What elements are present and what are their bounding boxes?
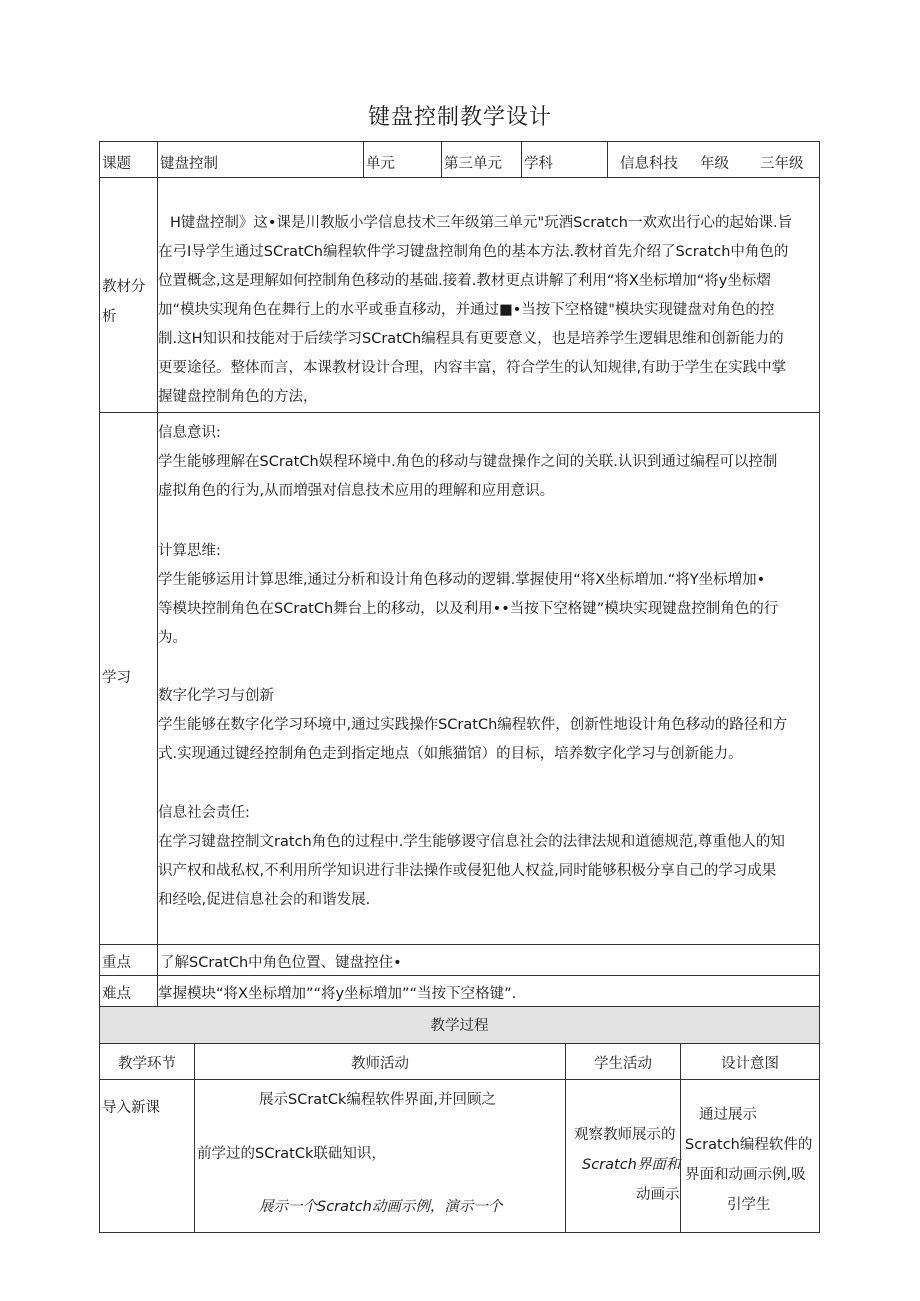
xuexi-section-info <box>158 419 815 506</box>
xuexi-section-compute <box>158 537 815 653</box>
stage-cell <box>99 1080 194 1233</box>
zhongdian-label: 重点 <box>102 955 131 971</box>
zhongdian-label-cell <box>99 945 157 976</box>
jiaocai-label-cell <box>99 178 157 413</box>
student-line: 观察教师展示的 <box>574 1127 676 1143</box>
header-student: 学生活动 <box>594 1056 652 1072</box>
xuexi-row <box>99 412 820 945</box>
intent-line: Scratch编程软件的 <box>685 1137 813 1153</box>
section-line: 识产权和战私权,不利用所学知识进行非法操作或侵犯他人权益,同时能够积极分享自己的学习成果 <box>158 863 777 879</box>
nandian-value: 掌握模块“将X坐标増加”“将y坐标増加”“当按下空格键”. <box>158 986 517 1002</box>
header-intent: 设计意图 <box>721 1056 779 1072</box>
header-row <box>99 141 820 178</box>
intent-cell <box>680 1080 820 1233</box>
document-title: 键盘控制教学设计 <box>367 105 552 130</box>
teacher-line: 展示SCratCk编程软件界面,并回顾之 <box>259 1092 496 1108</box>
jiaocai-label-2: 析 <box>102 309 117 325</box>
section-line: 等模块控制角色在SCratCh舞台上的移动，以及利用••当按下空格键”模块实现键盘控制角色的行 <box>158 601 779 617</box>
process-title-row <box>99 1006 820 1044</box>
keti-label: 课题 <box>102 156 131 172</box>
xueke-value-cell <box>607 142 820 178</box>
xuexi-label-cell <box>99 413 157 945</box>
xueke-label-cell <box>521 142 607 178</box>
section-line: 式.实现通过键经控制角色走到指定地点（如熊猫馆）的目标，培养数字化学习与创新能力。 <box>158 746 743 762</box>
process-row <box>99 1079 820 1233</box>
danyuan-value-cell <box>441 142 521 178</box>
section-heading: 信息意识: <box>158 425 221 441</box>
danyuan-value: 第三单元 <box>444 156 502 172</box>
table-bottom-border <box>99 1232 820 1233</box>
process-header-stage <box>99 1044 194 1080</box>
danyuan-label: 单元 <box>366 156 395 172</box>
xuexi-section-digital <box>158 682 815 769</box>
process-header-student <box>565 1044 680 1080</box>
xueke-label: 学科 <box>524 156 553 172</box>
xuexi-label: 学习 <box>102 670 131 686</box>
keti-value-cell <box>157 142 363 178</box>
jiaocai-line: 更要途径。整体而言，本课教材设计合理，内容丰富，符合学生的认知规律,有助于学生在实践中掌 <box>158 360 787 376</box>
section-heading: 数字化学习与创新 <box>158 688 274 704</box>
jiaocai-row <box>99 177 820 413</box>
process-header-intent <box>680 1044 820 1080</box>
jiaocai-paragraph <box>170 209 815 238</box>
jiaocai-content-cell <box>157 178 820 413</box>
process-header-row <box>99 1043 820 1080</box>
zhongdian-value: 了解SCratCh中角色位置、键盘控住• <box>160 955 402 971</box>
section-line: 学生能够运用计算思维,通过分析和设计角色移动的逻辑.掌握使用“将X坐标増加.“将Y坐标増加• <box>158 572 766 588</box>
nandian-label: 难点 <box>102 986 131 1002</box>
nandian-label-cell <box>99 976 157 1007</box>
jiaocai-line: 位置概念,这是理解如何控制角色移动的基础.接着.教材更点讲解了利用“将X坐标増加“将y坐标熠 <box>158 273 771 289</box>
nianji-value: 三年级 <box>760 156 804 172</box>
section-line: 为。 <box>158 630 187 646</box>
danyuan-label-cell <box>363 142 441 178</box>
keti-value: 键盘控制 <box>160 156 218 172</box>
process-title-cell <box>99 1007 820 1044</box>
xueke-value: 信息科技 <box>620 156 678 172</box>
section-line: 学生能够理解在SCratCh娱程环境中.角色的移动与键盘操作之间的关联.认识到通过编程可以控制 <box>158 454 778 470</box>
jiaocai-paragraph-rest <box>158 238 815 412</box>
xuexi-content-cell <box>157 413 820 945</box>
section-line: 和经哙,促进信息社会的和谐发展. <box>158 892 371 908</box>
header-stage: 教学环节 <box>118 1056 176 1072</box>
jiaocai-line: 加“模块实现角色在舞行上的水平或垂直移动，并通过■•当按下空格键"模块实现键盘对角色的控 <box>158 302 775 318</box>
nandian-value-cell <box>157 976 820 1007</box>
nandian-row <box>99 975 820 1007</box>
section-heading: 信息社会责任: <box>158 805 250 821</box>
process-title: 教学过程 <box>430 1018 489 1034</box>
jiaocai-line: 在弓I导学生通过SCratCh编程软件学习键盘控制角色的基本方法.教材首先介绍了Scratch中角色的 <box>158 244 789 260</box>
intent-line: 通过展示 <box>699 1107 757 1123</box>
header-teacher: 教师活动 <box>351 1056 409 1072</box>
intent-line: 引学生 <box>727 1197 771 1213</box>
section-heading: 计算思维: <box>158 543 221 559</box>
student-line: 动画示 <box>636 1187 680 1203</box>
teacher-cell <box>194 1080 565 1233</box>
xuexi-section-social <box>158 799 815 915</box>
zhongdian-row <box>99 944 820 976</box>
stage-value: 导入新课 <box>102 1100 160 1116</box>
jiaocai-label-1: 教材分 <box>102 279 146 295</box>
intent-line: 界面和动画示例,吸 <box>685 1167 806 1183</box>
jiaocai-line: 制.这H知识和技能对于后续学习SCratCh编程具有更要意义，也是培养学生逻辑思维和创新能力的 <box>158 331 784 347</box>
teacher-line: 展示一个Scratch动画示例，演示一个 <box>259 1199 503 1215</box>
teacher-line: 前学过的SCratCk联础知识， <box>197 1146 386 1162</box>
process-header-teacher <box>194 1044 565 1080</box>
zhongdian-value-cell <box>157 945 820 976</box>
section-line: 在学习键盘控制文ratch角色的过程中.学生能够谡守信息社会的法律法规和道德规范,尊重他人的知 <box>158 834 785 850</box>
student-cell <box>565 1080 680 1233</box>
jiaocai-line: H键盘控制》这•课是川教版小学信息技术三年级第三单元"玩酒Scratch一欢欢出行心的起始课.旨 <box>170 215 793 231</box>
keti-label-cell <box>99 142 157 178</box>
nianji-label: 年级 <box>700 156 729 172</box>
section-line: 学生能够在数字化学习环境中,通过实践操作SCratCh编程软件，创新性地设计角色移动的路径和方 <box>158 717 788 733</box>
section-line: 虚拟角色的行为,从而増强对信息技术应用的理解和应用意识。 <box>158 483 555 499</box>
jiaocai-line: 握键盘控制角色的方法， <box>158 389 318 405</box>
student-line: Scratch界面和 <box>582 1157 681 1173</box>
